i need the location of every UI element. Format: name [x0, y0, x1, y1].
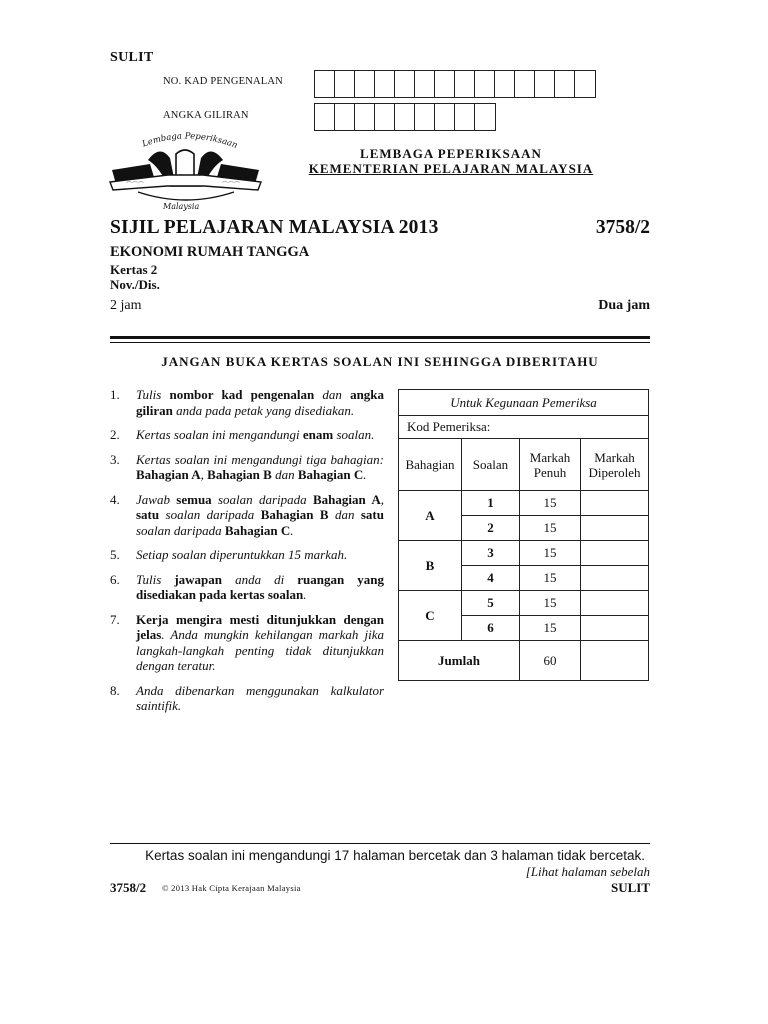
roll-number-box[interactable] — [475, 104, 495, 130]
total-row — [399, 641, 649, 681]
instruction-item — [110, 547, 384, 563]
footer-divider — [110, 843, 650, 844]
instruction-fragment: Kertas soalan ini mengandungi — [136, 427, 303, 442]
id-number-box[interactable] — [335, 71, 355, 97]
id-number-box[interactable] — [395, 71, 415, 97]
obtained-marks-cell[interactable] — [581, 516, 649, 541]
obtained-marks-cell[interactable] — [581, 591, 649, 616]
instruction-item — [110, 387, 384, 418]
instruction-text — [136, 547, 384, 563]
id-number-box[interactable] — [535, 71, 555, 97]
instruction-fragment: Tulis — [136, 571, 175, 587]
instruction-emphasis: enam — [302, 427, 334, 442]
col-header-question: Soalan — [462, 439, 520, 491]
instruction-fragment: soalan. — [333, 427, 375, 442]
roll-number-boxes[interactable] — [314, 103, 496, 131]
examiner-table — [398, 389, 649, 681]
instruction-number: 2. — [110, 427, 120, 442]
table-row — [399, 491, 649, 516]
roll-number-box[interactable] — [395, 104, 415, 130]
instruction-fragment: . Anda mungkin kehilangan markah jika langkah-langkah penting tidak ditunjukkan dengan teratur. — [136, 627, 384, 673]
copyright-notice: © 2013 Hak Cipta Kerajaan Malaysia — [162, 883, 301, 893]
question-number: 6 — [462, 616, 520, 641]
total-obtained-marks[interactable] — [581, 641, 649, 681]
instruction-emphasis: ruangan yang disediakan pada kertas soalan — [136, 571, 384, 602]
exam-board-line-1: LEMBAGA PEPERIKSAAN — [360, 146, 542, 161]
instructions-list — [110, 387, 384, 723]
instruction-item — [110, 427, 384, 443]
full-marks-cell: 15 — [520, 541, 581, 566]
instruction-fragment: , — [380, 491, 384, 507]
total-full-marks: 60 — [520, 641, 581, 681]
roll-number-box[interactable] — [415, 104, 435, 130]
instruction-emphasis: jawapan — [174, 571, 223, 587]
id-number-box[interactable] — [475, 71, 495, 97]
instruction-number: 1. — [110, 387, 120, 402]
exam-board-logo — [108, 130, 263, 215]
instruction-fragment: soalan daripada — [211, 491, 313, 507]
instruction-emphasis: Bahagian A — [313, 491, 381, 507]
roll-number-box[interactable] — [355, 104, 375, 130]
instruction-emphasis: Bahagian B — [260, 507, 329, 522]
paper-number: Kertas 2 — [110, 262, 158, 277]
instruction-item — [110, 492, 384, 539]
id-number-box[interactable] — [575, 71, 595, 97]
id-number-box[interactable] — [415, 71, 435, 97]
instruction-text — [136, 387, 384, 418]
col-header-full-marks: Markah Penuh — [520, 439, 581, 491]
question-number: 2 — [462, 516, 520, 541]
page-count-note: Kertas soalan ini mengandungi 17 halaman bercetak dan 3 halaman tidak bercetak. — [145, 848, 645, 863]
id-number-label: NO. KAD PENGENALAN — [163, 76, 283, 87]
examiner-code-field[interactable]: Kod Pemeriksa: — [399, 416, 649, 439]
question-number: 5 — [462, 591, 520, 616]
col-header-section: Bahagian — [399, 439, 462, 491]
table-row — [399, 591, 649, 616]
question-number: 1 — [462, 491, 520, 516]
instruction-emphasis: satu — [136, 507, 160, 522]
col-header-obtained-marks: Markah Diperoleh — [581, 439, 649, 491]
roll-number-box[interactable] — [435, 104, 455, 130]
instruction-item — [110, 683, 384, 714]
roll-number-box[interactable] — [375, 104, 395, 130]
instruction-text — [136, 683, 384, 714]
instruction-number: 7. — [110, 611, 120, 627]
instruction-item — [110, 452, 384, 483]
instruction-emphasis: Bahagian C — [297, 467, 364, 482]
logo-text-top: Lembaga Peperiksaan — [140, 131, 239, 151]
paper-code: 3758/2 — [595, 217, 650, 238]
instruction-text — [136, 612, 384, 674]
instruction-fragment: Setiap soalan diperuntukkan 15 markah. — [136, 547, 348, 562]
id-number-box[interactable] — [355, 71, 375, 97]
exam-board-line-2: KEMENTERIAN PELAJARAN MALAYSIA — [308, 161, 594, 176]
duration-short: 2 jam — [110, 298, 142, 313]
id-number-box[interactable] — [555, 71, 575, 97]
obtained-marks-cell[interactable] — [581, 616, 649, 641]
instruction-fragment: . — [303, 587, 307, 602]
table-row — [399, 541, 649, 566]
instruction-number: 6. — [110, 571, 120, 587]
instruction-emphasis: semua — [176, 491, 212, 507]
section-label: A — [399, 491, 462, 541]
subject-name: EKONOMI RUMAH TANGGA — [110, 244, 310, 260]
id-number-box[interactable] — [375, 71, 395, 97]
obtained-marks-cell[interactable] — [581, 491, 649, 516]
instruction-number: 5. — [110, 547, 120, 562]
question-number: 3 — [462, 541, 520, 566]
instruction-fragment: dan — [328, 507, 361, 522]
full-marks-cell: 15 — [520, 491, 581, 516]
exam-session: Nov./Dis. — [110, 277, 160, 292]
instruction-fragment: dan — [271, 467, 298, 482]
duration-long: Dua jam — [598, 298, 650, 313]
instruction-emphasis: Bahagian A — [136, 467, 201, 482]
confidential-label-top: SULIT — [110, 50, 154, 65]
svg-text:Lembaga Peperiksaan — [140, 131, 239, 150]
instruction-item — [110, 572, 384, 603]
roll-number-box[interactable] — [455, 104, 475, 130]
id-number-boxes[interactable] — [314, 70, 596, 98]
id-number-box[interactable] — [435, 71, 455, 97]
id-number-box[interactable] — [515, 71, 535, 97]
instruction-fragment: . — [363, 467, 367, 482]
instruction-fragment: Jawab — [136, 491, 177, 507]
roll-number-box[interactable] — [315, 104, 335, 130]
divider-thin — [110, 342, 650, 343]
full-marks-cell: 15 — [520, 591, 581, 616]
instruction-emphasis: Bahagian C — [224, 522, 291, 538]
instruction-fragment: soalan daripada — [159, 507, 261, 522]
obtained-marks-cell[interactable] — [581, 566, 649, 591]
divider-thick — [110, 336, 650, 339]
instruction-text — [136, 452, 384, 483]
id-number-box[interactable] — [495, 71, 515, 97]
instruction-fragment: , — [200, 467, 208, 482]
instruction-fragment: Kertas soalan ini mengandungi tiga bahagian: — [136, 451, 384, 467]
instruction-fragment: . — [290, 522, 294, 538]
instruction-fragment: Anda dibenarkan menggunakan kalkulator saintifik. — [136, 682, 384, 713]
svg-text:⌒⌒⌒: ⌒⌒⌒ — [222, 182, 241, 189]
instruction-number: 8. — [110, 682, 120, 698]
instruction-text — [136, 427, 384, 443]
obtained-marks-cell[interactable] — [581, 541, 649, 566]
total-label: Jumlah — [399, 641, 520, 681]
instruction-number: 3. — [110, 451, 120, 467]
examiner-table-title: Untuk Kegunaan Pemeriksa — [399, 390, 649, 416]
section-label: C — [399, 591, 462, 641]
instruction-fragment: Tulis — [136, 387, 170, 402]
full-marks-cell: 15 — [520, 616, 581, 641]
roll-number-label: ANGKA GILIRAN — [163, 110, 249, 121]
svg-text:⌒⌒⌒: ⌒⌒⌒ — [126, 182, 145, 189]
instruction-emphasis: Kerja mengira mesti ditunjukkan dengan jelas — [136, 611, 384, 642]
instruction-emphasis: Bahagian B — [207, 467, 272, 482]
instruction-fragment: anda di — [222, 571, 298, 587]
instruction-fragment: dan — [314, 387, 351, 402]
instruction-emphasis: satu — [360, 507, 384, 522]
instruction-fragment: anda pada petak yang disediakan. — [172, 402, 355, 418]
instruction-fragment: soalan daripada — [136, 522, 225, 538]
instruction-emphasis: angka giliran — [136, 387, 385, 418]
instruction-text — [136, 492, 384, 539]
exam-board-name — [296, 146, 606, 176]
full-marks-cell: 15 — [520, 566, 581, 591]
paper-code-footer: 3758/2 — [110, 880, 147, 895]
instruction-number: 4. — [110, 491, 120, 507]
question-number: 4 — [462, 566, 520, 591]
do-not-open-warning: JANGAN BUKA KERTAS SOALAN INI SEHINGGA DIBERITAHU — [161, 354, 599, 369]
logo-text-bottom: Malaysia — [163, 202, 200, 211]
instruction-emphasis: nombor kad pengenalan — [169, 387, 315, 402]
instruction-text — [136, 572, 384, 603]
exam-title: SIJIL PELAJARAN MALAYSIA 2013 — [110, 217, 439, 238]
section-label: B — [399, 541, 462, 591]
id-number-box[interactable] — [455, 71, 475, 97]
paper-info — [110, 262, 160, 292]
confidential-label-bottom: SULIT — [610, 880, 650, 895]
instruction-item — [110, 612, 384, 674]
see-next-page-note: [Lihat halaman sebelah — [525, 864, 650, 879]
id-number-box[interactable] — [315, 71, 335, 97]
full-marks-cell: 15 — [520, 516, 581, 541]
roll-number-box[interactable] — [335, 104, 355, 130]
